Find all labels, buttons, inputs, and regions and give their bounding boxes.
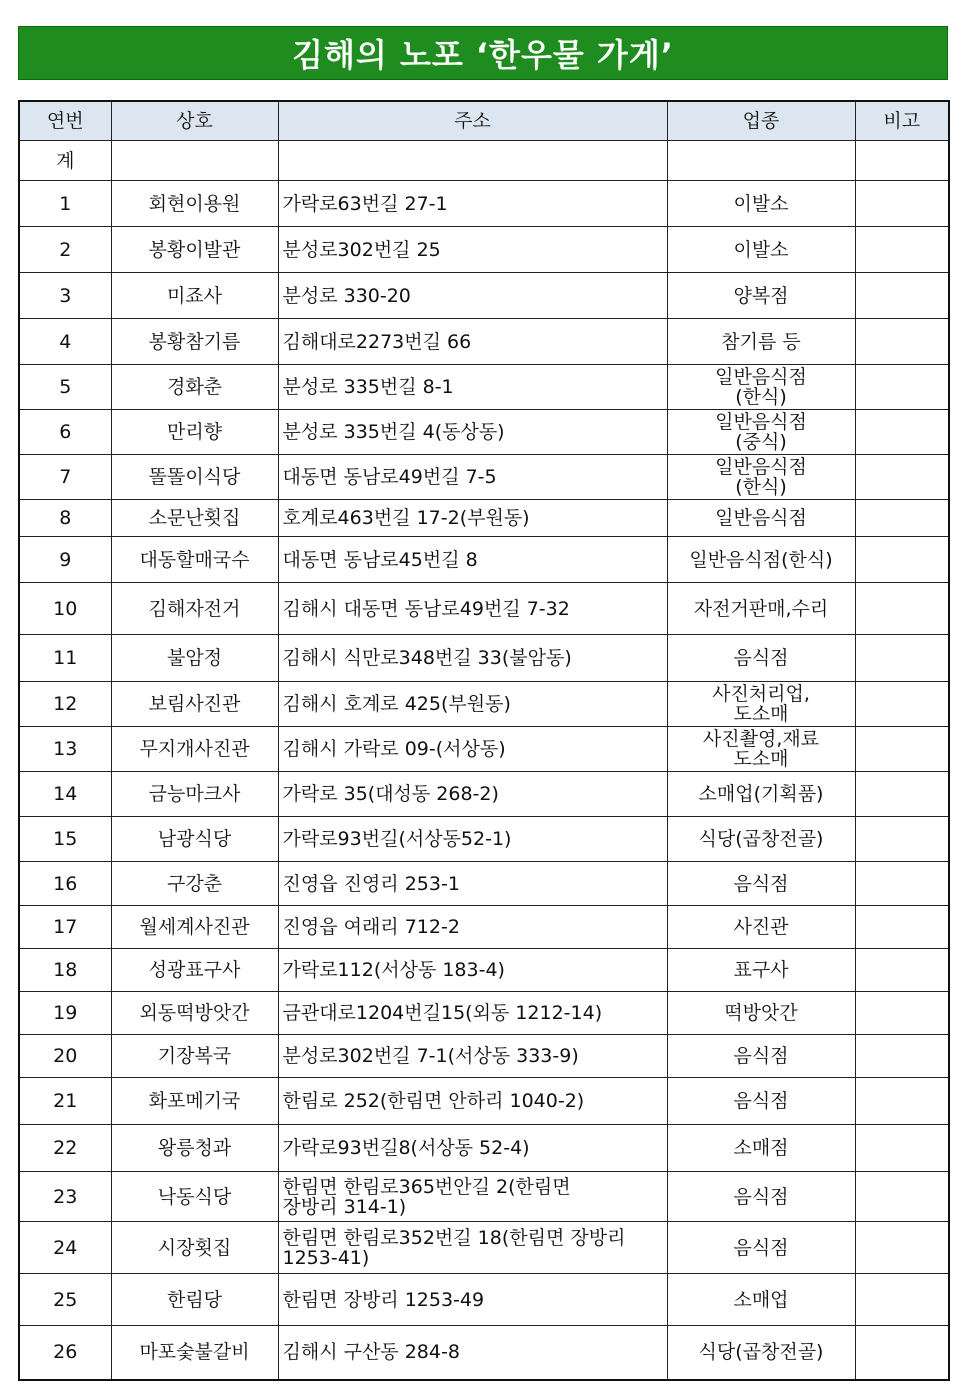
row-number: 26 bbox=[19, 1326, 111, 1380]
store-address bbox=[278, 1172, 667, 1222]
note-cell bbox=[855, 906, 949, 949]
table-row bbox=[19, 862, 949, 906]
business-type bbox=[667, 1078, 855, 1125]
business-type-line: 일반음식점 bbox=[715, 456, 807, 478]
business-type-line: (한식) bbox=[735, 476, 787, 498]
table-row bbox=[19, 537, 949, 583]
table-body bbox=[19, 141, 949, 1380]
address-line: 진영읍 진영리 253-1 bbox=[282, 872, 460, 895]
store-name: 보림사진관 bbox=[111, 682, 278, 727]
business-type bbox=[667, 817, 855, 862]
business-type bbox=[667, 1125, 855, 1172]
business-type-line: 소매업(기획품) bbox=[698, 783, 824, 805]
address-line: 분성로302번길 7-1(서상동 333-9) bbox=[282, 1045, 579, 1067]
store-name: 마포숯불갈비 bbox=[111, 1326, 278, 1380]
header-note: 비고 bbox=[855, 101, 949, 141]
row-number: 11 bbox=[19, 635, 111, 682]
business-type bbox=[667, 727, 855, 772]
table-row bbox=[19, 365, 949, 410]
business-type-line: 식당(곱창전골) bbox=[698, 828, 824, 850]
store-address bbox=[278, 817, 667, 862]
row-number: 14 bbox=[19, 772, 111, 817]
store-name: 금능마크사 bbox=[111, 772, 278, 817]
address-line: 진영읍 여래리 712-2 bbox=[282, 916, 460, 938]
business-type bbox=[667, 181, 855, 227]
row-number: 17 bbox=[19, 906, 111, 949]
address-line: 김해시 식만로348번길 33(불암동) bbox=[282, 647, 572, 669]
note-cell bbox=[855, 862, 949, 906]
address-line: 분성로 335번길 8-1 bbox=[282, 376, 454, 398]
address-line: 가락로93번길(서상동52-1) bbox=[282, 828, 512, 850]
row-number: 3 bbox=[19, 273, 111, 319]
store-name: 경화춘 bbox=[111, 365, 278, 410]
table-row bbox=[19, 500, 949, 537]
row-number: 18 bbox=[19, 949, 111, 992]
business-type-line: 사진처리업, bbox=[712, 683, 810, 705]
store-address bbox=[278, 410, 667, 455]
business-type bbox=[667, 500, 855, 537]
note-cell bbox=[855, 537, 949, 583]
store-name: 미죠사 bbox=[111, 273, 278, 319]
row-number: 16 bbox=[19, 862, 111, 906]
table-header-row bbox=[19, 101, 949, 141]
address-line: 분성로 335번길 4(동상동) bbox=[282, 421, 505, 443]
business-type-line: 양복점 bbox=[733, 284, 789, 307]
header-address: 주소 bbox=[278, 101, 667, 141]
table-row bbox=[19, 455, 949, 500]
business-type-line: 음식점 bbox=[733, 1090, 789, 1112]
store-name: 김해자전거 bbox=[111, 583, 278, 635]
note-cell bbox=[855, 817, 949, 862]
business-type bbox=[667, 365, 855, 410]
business-type-line: 자전거판매,수리 bbox=[693, 597, 829, 620]
store-name: 구강춘 bbox=[111, 862, 278, 906]
title-banner bbox=[18, 26, 948, 80]
table-row bbox=[19, 227, 949, 273]
row-number: 19 bbox=[19, 992, 111, 1035]
note-cell bbox=[855, 1125, 949, 1172]
business-type bbox=[667, 906, 855, 949]
store-table bbox=[18, 100, 950, 1381]
business-type-line: 일반음식점(한식) bbox=[689, 548, 833, 571]
address-line: 한림면 한림로365번안길 2(한림면 bbox=[282, 1175, 571, 1198]
business-type-line: 도소매 bbox=[733, 703, 789, 725]
store-address bbox=[278, 862, 667, 906]
table-row bbox=[19, 319, 949, 365]
row-number: 20 bbox=[19, 1035, 111, 1078]
note-cell bbox=[855, 1326, 949, 1380]
row-number: 21 bbox=[19, 1078, 111, 1125]
table-row bbox=[19, 992, 949, 1035]
note-cell bbox=[855, 410, 949, 455]
table-row bbox=[19, 949, 949, 992]
store-address bbox=[278, 181, 667, 227]
store-address bbox=[278, 1035, 667, 1078]
business-type bbox=[667, 410, 855, 455]
business-type-line: 이발소 bbox=[733, 238, 789, 261]
note-cell bbox=[855, 949, 949, 992]
business-type-line: 도소매 bbox=[733, 748, 789, 770]
address-line: 가락로93번길8(서상동 52-4) bbox=[282, 1137, 530, 1159]
note-cell bbox=[855, 727, 949, 772]
store-address bbox=[278, 635, 667, 682]
row-number: 13 bbox=[19, 727, 111, 772]
table-row bbox=[19, 727, 949, 772]
note-cell bbox=[855, 682, 949, 727]
address-line: 금관대로1204번길15(외동 1212-14) bbox=[282, 1002, 603, 1024]
business-type bbox=[667, 537, 855, 583]
row-number: 9 bbox=[19, 537, 111, 583]
business-type bbox=[667, 583, 855, 635]
store-name: 대동할매국수 bbox=[111, 537, 278, 583]
business-type-line: 떡방앗간 bbox=[724, 1002, 798, 1024]
total-note-cell bbox=[855, 141, 949, 181]
business-type-line: 음식점 bbox=[733, 872, 789, 895]
business-type-line: 참기름 등 bbox=[721, 330, 801, 353]
row-number: 25 bbox=[19, 1274, 111, 1326]
row-number: 22 bbox=[19, 1125, 111, 1172]
business-type bbox=[667, 772, 855, 817]
business-type bbox=[667, 455, 855, 500]
address-line: 김해대로2273번길 66 bbox=[282, 330, 472, 353]
table-row bbox=[19, 1125, 949, 1172]
address-line: 김해시 구산동 284-8 bbox=[282, 1341, 460, 1364]
business-type bbox=[667, 227, 855, 273]
store-name: 소문난횟집 bbox=[111, 500, 278, 537]
note-cell bbox=[855, 992, 949, 1035]
table-row bbox=[19, 1326, 949, 1380]
business-type bbox=[667, 1035, 855, 1078]
store-address bbox=[278, 537, 667, 583]
business-type bbox=[667, 635, 855, 682]
table-row bbox=[19, 1035, 949, 1078]
address-line: 분성로 330-20 bbox=[282, 284, 411, 307]
row-number: 12 bbox=[19, 682, 111, 727]
store-address bbox=[278, 992, 667, 1035]
store-address bbox=[278, 682, 667, 727]
page-title: 김해의 노포 ‘한우물 가게’ bbox=[292, 36, 674, 74]
business-type bbox=[667, 992, 855, 1035]
business-type bbox=[667, 273, 855, 319]
store-name: 봉황이발관 bbox=[111, 227, 278, 273]
row-number: 7 bbox=[19, 455, 111, 500]
business-type bbox=[667, 949, 855, 992]
store-name: 성광표구사 bbox=[111, 949, 278, 992]
store-address bbox=[278, 1222, 667, 1274]
address-line: 호계로463번길 17-2(부원동) bbox=[282, 507, 530, 529]
table-row bbox=[19, 410, 949, 455]
table-row bbox=[19, 1274, 949, 1326]
total-label: 계 bbox=[19, 141, 111, 181]
store-name: 한림당 bbox=[111, 1274, 278, 1326]
business-type-line: 일반음식점 bbox=[715, 366, 807, 388]
store-name: 봉황참기름 bbox=[111, 319, 278, 365]
address-line: 김해시 호계로 425(부원동) bbox=[282, 693, 511, 715]
row-number: 8 bbox=[19, 500, 111, 537]
business-type-line: 음식점 bbox=[733, 647, 789, 669]
total-name-cell bbox=[111, 141, 278, 181]
store-name: 똘똘이식당 bbox=[111, 455, 278, 500]
note-cell bbox=[855, 1222, 949, 1274]
note-cell bbox=[855, 500, 949, 537]
table-row bbox=[19, 181, 949, 227]
table-row bbox=[19, 682, 949, 727]
store-address bbox=[278, 906, 667, 949]
store-address bbox=[278, 1125, 667, 1172]
note-cell bbox=[855, 319, 949, 365]
address-line: 가락로63번길 27-1 bbox=[282, 192, 448, 215]
address-line: 한림면 장방리 1253-49 bbox=[282, 1288, 485, 1311]
store-address bbox=[278, 1274, 667, 1326]
business-type bbox=[667, 1222, 855, 1274]
table-row bbox=[19, 273, 949, 319]
row-number: 4 bbox=[19, 319, 111, 365]
business-type-line: 표구사 bbox=[733, 959, 789, 981]
business-type-line: 음식점 bbox=[733, 1236, 789, 1259]
note-cell bbox=[855, 583, 949, 635]
business-type bbox=[667, 1274, 855, 1326]
address-line: 김해시 대동면 동남로49번길 7-32 bbox=[282, 597, 570, 620]
header-name: 상호 bbox=[111, 101, 278, 141]
business-type-line: (한식) bbox=[735, 386, 787, 408]
store-address bbox=[278, 1078, 667, 1125]
table-row bbox=[19, 1222, 949, 1274]
note-cell bbox=[855, 1078, 949, 1125]
address-line: 대동면 동남로49번길 7-5 bbox=[282, 466, 497, 488]
address-line: 1253-41) bbox=[282, 1246, 370, 1269]
store-address bbox=[278, 227, 667, 273]
store-address bbox=[278, 273, 667, 319]
table-row bbox=[19, 817, 949, 862]
store-address bbox=[278, 1326, 667, 1380]
row-number: 1 bbox=[19, 181, 111, 227]
table-row bbox=[19, 1078, 949, 1125]
business-type-line: 소매업 bbox=[733, 1288, 789, 1311]
store-name: 시장횟집 bbox=[111, 1222, 278, 1274]
total-row bbox=[19, 141, 949, 181]
note-cell bbox=[855, 1172, 949, 1222]
header-no: 연번 bbox=[19, 101, 111, 141]
store-address bbox=[278, 772, 667, 817]
table-row bbox=[19, 772, 949, 817]
business-type bbox=[667, 1172, 855, 1222]
address-line: 김해시 가락로 09-(서상동) bbox=[282, 738, 506, 760]
business-type bbox=[667, 1326, 855, 1380]
store-name: 회현이용원 bbox=[111, 181, 278, 227]
table-row bbox=[19, 1172, 949, 1222]
store-name: 만리향 bbox=[111, 410, 278, 455]
store-address bbox=[278, 583, 667, 635]
table-row bbox=[19, 906, 949, 949]
address-line: 가락로112(서상동 183-4) bbox=[282, 959, 505, 981]
store-address bbox=[278, 500, 667, 537]
business-type-line: 일반음식점 bbox=[715, 507, 807, 529]
business-type-line: 이발소 bbox=[733, 192, 789, 215]
business-type bbox=[667, 682, 855, 727]
table-row bbox=[19, 635, 949, 682]
store-name: 월세계사진관 bbox=[111, 906, 278, 949]
note-cell bbox=[855, 365, 949, 410]
row-number: 23 bbox=[19, 1172, 111, 1222]
note-cell bbox=[855, 635, 949, 682]
header-type: 업종 bbox=[667, 101, 855, 141]
note-cell bbox=[855, 1274, 949, 1326]
business-type-line: 사진관 bbox=[733, 916, 789, 938]
business-type-line: (중식) bbox=[735, 431, 787, 453]
note-cell bbox=[855, 1035, 949, 1078]
store-name: 화포메기국 bbox=[111, 1078, 278, 1125]
address-line: 대동면 동남로45번길 8 bbox=[282, 548, 478, 571]
store-address bbox=[278, 727, 667, 772]
note-cell bbox=[855, 181, 949, 227]
store-address bbox=[278, 949, 667, 992]
store-name: 무지개사진관 bbox=[111, 727, 278, 772]
store-name: 외동떡방앗간 bbox=[111, 992, 278, 1035]
row-number: 15 bbox=[19, 817, 111, 862]
row-number: 5 bbox=[19, 365, 111, 410]
address-line: 가락로 35(대성동 268-2) bbox=[282, 783, 499, 805]
business-type-line: 음식점 bbox=[733, 1185, 789, 1208]
row-number: 2 bbox=[19, 227, 111, 273]
store-address bbox=[278, 365, 667, 410]
business-type-line: 식당(곱창전골) bbox=[698, 1341, 824, 1364]
total-type-cell bbox=[667, 141, 855, 181]
business-type-line: 일반음식점 bbox=[715, 411, 807, 433]
store-name: 불암정 bbox=[111, 635, 278, 682]
business-type bbox=[667, 319, 855, 365]
store-name: 낙동식당 bbox=[111, 1172, 278, 1222]
business-type-line: 음식점 bbox=[733, 1045, 789, 1067]
note-cell bbox=[855, 227, 949, 273]
business-type-line: 소매점 bbox=[733, 1137, 789, 1159]
store-name: 왕릉청과 bbox=[111, 1125, 278, 1172]
store-name: 기장복국 bbox=[111, 1035, 278, 1078]
business-type-line: 사진촬영,재료 bbox=[702, 728, 820, 750]
address-line: 한림면 한림로352번길 18(한림면 장방리 bbox=[282, 1226, 626, 1249]
address-line: 장방리 314-1) bbox=[282, 1195, 407, 1218]
address-line: 분성로302번길 25 bbox=[282, 238, 441, 261]
store-address bbox=[278, 319, 667, 365]
row-number: 6 bbox=[19, 410, 111, 455]
note-cell bbox=[855, 772, 949, 817]
address-line: 한림로 252(한림면 안하리 1040-2) bbox=[282, 1090, 585, 1112]
table-row bbox=[19, 583, 949, 635]
business-type bbox=[667, 862, 855, 906]
total-address-cell bbox=[278, 141, 667, 181]
store-name: 남광식당 bbox=[111, 817, 278, 862]
note-cell bbox=[855, 273, 949, 319]
row-number: 10 bbox=[19, 583, 111, 635]
row-number: 24 bbox=[19, 1222, 111, 1274]
note-cell bbox=[855, 455, 949, 500]
store-address bbox=[278, 455, 667, 500]
